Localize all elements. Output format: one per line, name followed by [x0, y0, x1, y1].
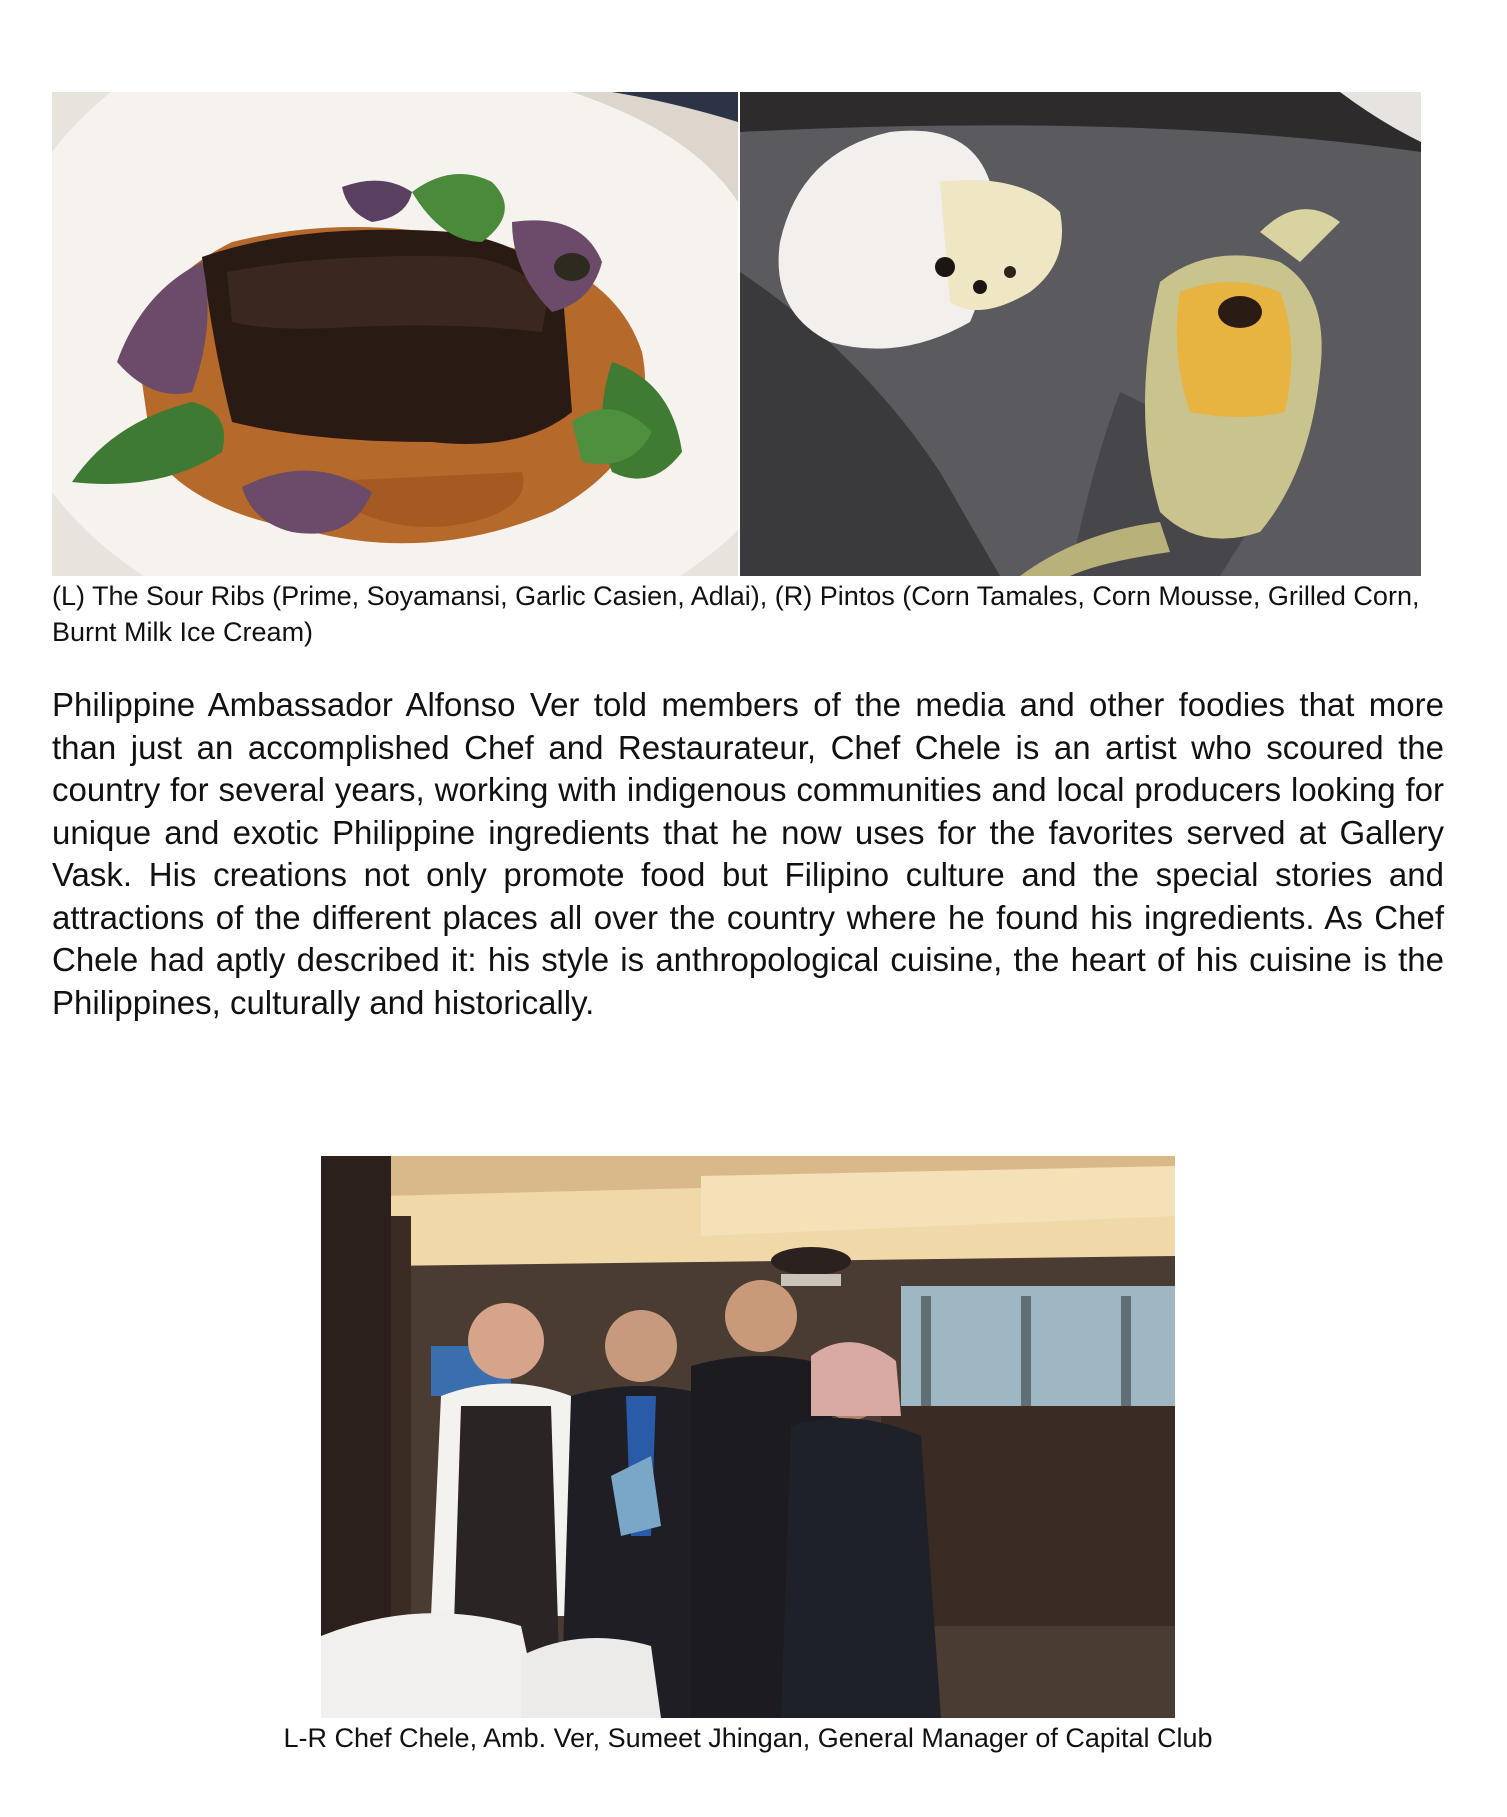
sour-ribs-photo: [52, 92, 738, 576]
group-photo: [321, 1156, 1175, 1718]
dishes-caption: (L) The Sour Ribs (Prime, Soyamansi, Garlic Casien, Adlai), (R) Pintos (Corn Tamales, Corn Mousse, Grilled Corn, Burnt Milk Ice Cream): [52, 581, 1420, 647]
pintos-photo: [740, 92, 1421, 576]
body-paragraph: Philippine Ambassador Alfonso Ver told members of the media and other foodies that more than just an accomplished Chef and Restaurateur, Chef Chele is an artist who scoured the country for several years, working with indigenous communities and local producers looking for unique and exotic Philippine ingredients that he now uses for the favorites served at Gallery Vask. His creations not only promote food but Filipino culture and the special stories and attractions of the different places all over the country where he found his ingredients. As Chef Chele had aptly described it: his style is anthropological cuisine, the heart of his cuisine is the Philippines, culturally and historically.: [52, 686, 1444, 1021]
group-caption: L-R Chef Chele, Amb. Ver, Sumeet Jhingan, General Manager of Capital Club: [283, 1723, 1213, 1753]
